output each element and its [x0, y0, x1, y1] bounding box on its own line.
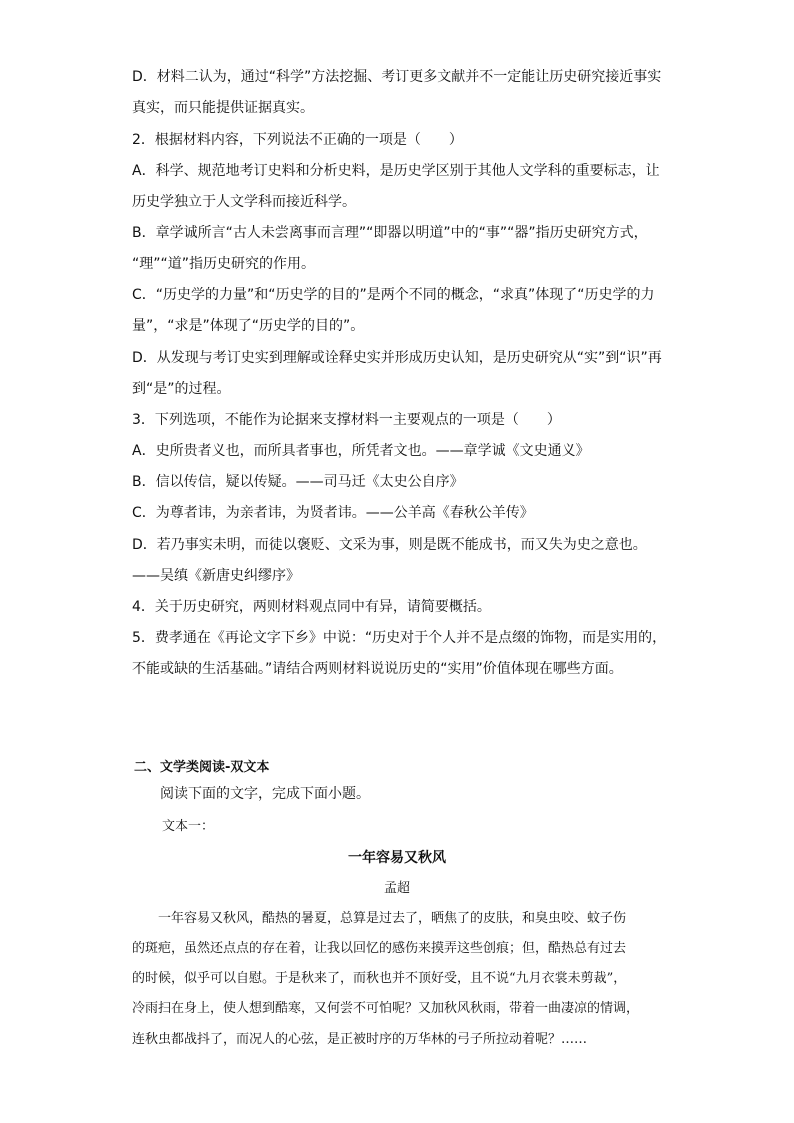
article-title: 一年容易又秋风 [348, 850, 446, 866]
question-3-stem: 3．下列选项，不能作为论据来支撑材料一主要观点的一项是（ ） [132, 412, 561, 428]
article-author: 孟超 [383, 881, 410, 896]
section-instruction: 阅读下面的文字，完成下面小题。 [160, 786, 370, 802]
option-a-line: 历史学独立于人文学科而接近科学。 [132, 194, 356, 210]
option-c-line: 量”，“求是”体现了“历史学的目的”。 [132, 318, 365, 334]
question-5-stem: 不能或缺的生活基础。”请结合两则材料说说历史的“实用”价值体现在哪些方面。 [132, 661, 623, 677]
section-heading: 二、文学类阅读-双文本 [134, 760, 270, 775]
question-5-stem: 5．费孝通在《再论文字下乡》中说：“历史对于个人并不是点缀的饰物，而是实用的， [132, 630, 667, 646]
question-text-line: D．材料二认为，通过“科学”方法挖掘、考订更多文献并不一定能让历史研究接近事实 [132, 69, 662, 85]
option-d-line: ——吴缜《新唐史纠缪序》 [132, 568, 300, 584]
article-paragraph-line: 连秋虫都战抖了，而况人的心弦，是正被时序的万华林的弓子所拉动着呢？…… [132, 1032, 588, 1047]
article-paragraph-line: 冷雨扫在身上，使人想到酷寒，又何尝不可怕呢？又加秋风秋雨，带着一曲凄凉的情调， [132, 1001, 640, 1016]
option-d-line: 到“是”的过程。 [132, 381, 231, 397]
article-paragraph-line: 的时候，似乎可以自慰。于是秋来了，而秋也并不顶好受，且不说“九月衣裳未剪裁”， [132, 971, 627, 986]
option-b-line: B．信以传信，疑以传疑。——司马迁《太史公自序》 [132, 474, 464, 490]
option-c-line: C．“历史学的力量”和“历史学的目的”是两个不同的概念，“求真”体现了“历史学的力 [132, 287, 655, 303]
question-2-stem: 2．根据材料内容，下列说法不正确的一项是（ ） [132, 132, 463, 148]
text-label: 文本一： [162, 819, 215, 834]
option-d-line: D．若乃事实未明，而徒以褒贬、文采为事，则是既不能成书，而又失为史之意也。 [132, 537, 647, 553]
option-a-line: A．史所贵者义也，而所具者事也，所凭者文也。——章学诚《文史通义》 [132, 443, 590, 459]
article-paragraph-line: 一年容易又秋风，酷热的暑夏，总算是过去了，晒焦了的皮肤，和臭虫咬、蚊子伤 [132, 911, 627, 926]
option-a-line: A．科学、规范地考订史料和分析史料，是历史学区别于其他人文学科的重要标志，让 [132, 163, 660, 179]
option-c-line: C．为尊者讳，为亲者讳，为贤者讳。——公羊高《春秋公羊传》 [132, 505, 534, 521]
question-4-stem: 4．关于历史研究，两则材料观点同中有异，请简要概括。 [132, 599, 491, 615]
article-paragraph-line: 的斑疤，虽然还点点的存在着，让我以回忆的感伤来摸弄这些创痕；但，酷热总有过去 [132, 941, 627, 956]
option-d-line: D．从发现与考订史实到理解或诠释史实并形成历史认知，是历史研究从“实”到“识”再 [132, 350, 662, 366]
option-b-line: B．章学诚所言“古人未尝离事而言理”“即器以明道”中的“事”“器”指历史研究方式， [132, 225, 648, 241]
option-b-line: “理”“道”指历史研究的作用。 [132, 256, 316, 272]
question-text-line: 真实，而只能提供证据真实。 [132, 100, 314, 116]
